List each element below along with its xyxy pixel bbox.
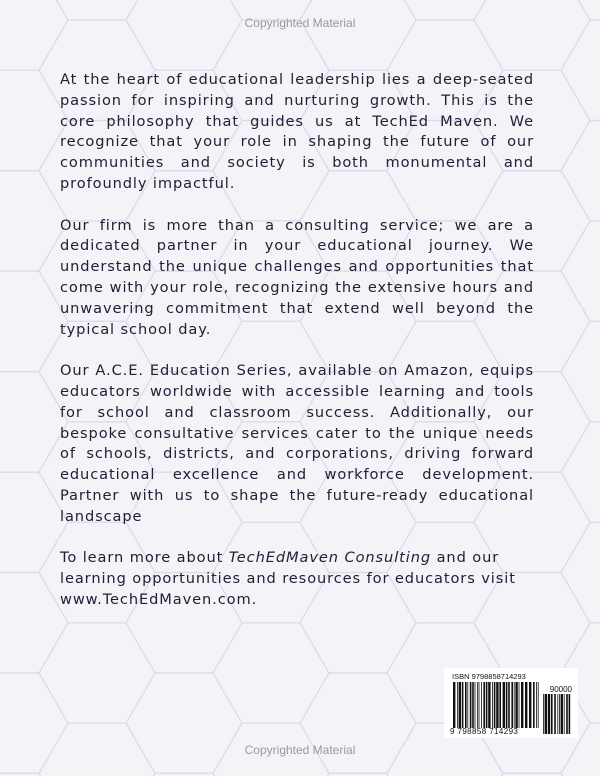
barcode-bar	[481, 682, 482, 728]
barcode-bars-addon	[542, 694, 572, 734]
hexagon-cell	[213, 623, 329, 723]
barcode-bar	[496, 682, 498, 728]
barcode-bar	[554, 694, 556, 734]
barcode-bar	[465, 682, 467, 728]
barcode-bar	[479, 682, 480, 728]
barcode-bar	[551, 694, 553, 734]
hexagon-cell	[561, 321, 600, 421]
barcode-bar	[538, 682, 539, 728]
barcode-bar	[561, 694, 563, 734]
barcode-bar	[457, 682, 458, 728]
hexagon-cell	[0, 70, 68, 171]
company-name-italic: TechEdMaven Consulting	[228, 549, 432, 567]
barcode-bar	[536, 682, 537, 728]
barcode-bar	[488, 682, 490, 728]
paragraph-partner: Our firm is more than a consulting service; we are a dedicated partner in your educational journey. We understand the unique challenges and opportunities that come with your role, recognizing the extensive hours and unwavering commitment that extend well beyond the typical school day.	[60, 216, 534, 338]
barcode-bar	[459, 682, 461, 728]
barcode-bar	[521, 682, 523, 728]
hexagon-cell	[126, 0, 242, 70]
hexagon-cell	[561, 20, 600, 121]
barcode-bar	[545, 694, 547, 734]
hexagon-cell	[474, 0, 590, 70]
back-cover-text	[60, 70, 534, 632]
barcode-bar	[499, 682, 501, 728]
learn-more-website: and our learning opportunities and resources for educators visit www.TechEdMaven.com.	[60, 549, 516, 608]
hexagon-cell	[0, 171, 68, 271]
barcode-bar	[566, 694, 568, 734]
copyright-watermark-top: Copyrighted Material	[244, 16, 356, 30]
paragraph-learn-more	[60, 548, 534, 610]
barcode-bar	[503, 682, 505, 728]
barcode-bar	[492, 682, 493, 728]
barcode-bar	[515, 682, 517, 728]
barcode-bar	[564, 694, 565, 734]
copyright-watermark-bottom: Copyrighted Material	[244, 743, 356, 757]
hexagon-cell	[561, 221, 600, 322]
barcode-bar	[559, 694, 560, 734]
hexagon-cell	[0, 673, 68, 773]
barcode-bar	[519, 682, 520, 728]
barcode-bar	[533, 682, 535, 728]
barcode-bar	[508, 682, 510, 728]
hexagon-cell	[0, 0, 68, 70]
hexagon-cell	[300, 0, 416, 70]
barcode-bar	[511, 682, 513, 728]
barcode-bar	[462, 682, 464, 728]
paragraph-ace-series: Our A.C.E. Education Series, available on Amazon, equips educators worldwide with accessible learning and tools for school and classroom success. Additionally, our bespoke consultative services cater to the unique needs of schools, districts, and corporations, driving forward educational excellence and workforce development. Partner with us to shape the future-ready educational landscape	[60, 362, 534, 525]
hexagon-cell	[0, 472, 68, 572]
barcode-bar	[470, 682, 472, 728]
barcode-bar	[543, 694, 544, 734]
barcode-bar	[467, 682, 468, 728]
barcode-bars-main	[452, 682, 540, 728]
barcode-bar	[525, 682, 527, 728]
hexagon-cell	[0, 573, 68, 674]
paragraph-mission: At the heart of educational leadership lies a deep-seated passion for inspiring and nurturing growth. This is the core philosophy that guides us at TechEd Maven. We recognize that your role in shaping the future of our communities and society is both monumental and profoundly impactful.	[60, 71, 534, 192]
hexagon-cell	[561, 522, 600, 623]
isbn-label: ISBN 9798858714293	[452, 672, 526, 681]
barcode-bar	[548, 694, 550, 734]
barcode-bar	[483, 682, 485, 728]
barcode-bar	[472, 682, 474, 728]
hexagon-cell	[39, 623, 155, 723]
barcode-bar	[569, 694, 571, 734]
hexagon-cell	[0, 271, 68, 372]
isbn-barcode	[444, 668, 578, 738]
hexagon-cell	[0, 372, 68, 473]
isbn-digits: 9 798858 714293	[450, 727, 519, 736]
barcode-bar	[494, 682, 496, 728]
price-code: 90000	[549, 685, 572, 694]
barcode-bar	[557, 694, 558, 734]
barcode-bar	[453, 682, 455, 728]
hexagon-cell	[126, 673, 242, 773]
learn-more-text: To learn more about	[60, 549, 229, 567]
barcode-bar	[475, 682, 476, 728]
hexagon-cell	[561, 121, 600, 221]
barcode-bar	[506, 682, 508, 728]
barcode-bar	[514, 682, 515, 728]
hexagon-cell	[561, 422, 600, 523]
hexagon-cell	[300, 673, 416, 773]
barcode-bar	[477, 682, 478, 728]
barcode-bar	[486, 682, 488, 728]
barcode-bar	[529, 682, 531, 728]
